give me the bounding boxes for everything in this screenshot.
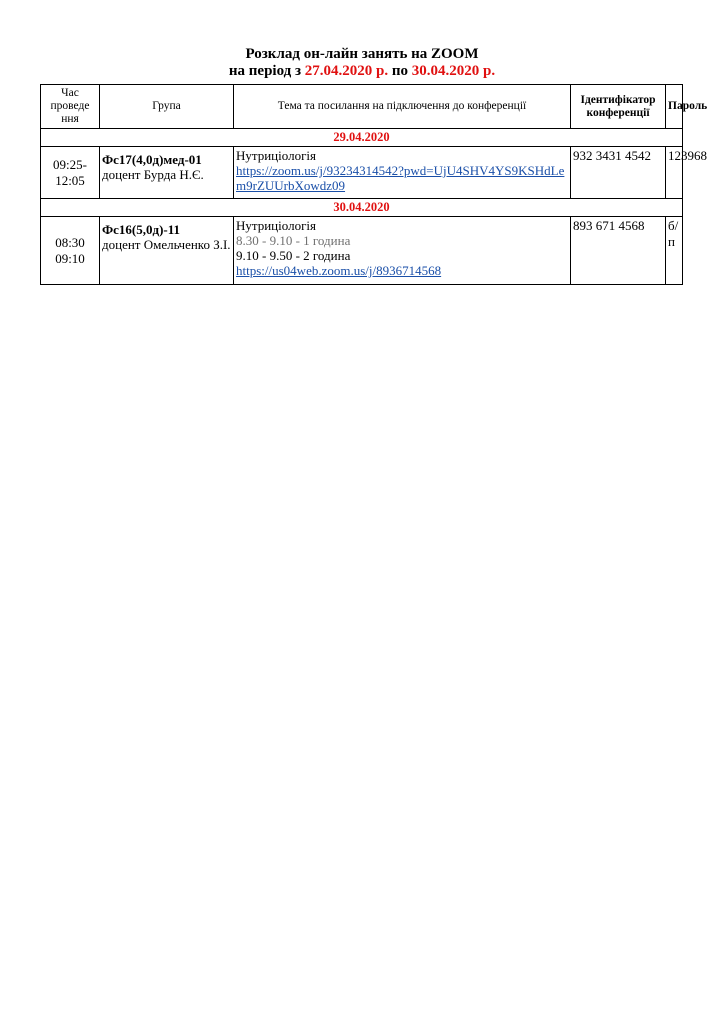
- title-period-prefix: на період з: [228, 63, 305, 79]
- date-row-1: [41, 129, 683, 147]
- title-line-2: [0, 63, 724, 80]
- date-from: 27.04.2020 р.: [304, 63, 389, 79]
- zoom-link[interactable]: https://zoom.us/j/93234314542?pwd=UjU4SHV4YS9KSHdLem9rZUUrbXowdz09: [236, 163, 565, 193]
- time-slot-1: 8.30 - 9.10 - 1 година: [236, 233, 351, 248]
- conference-password: б/п: [666, 217, 683, 285]
- conference-id: 893 671 4568: [571, 217, 666, 285]
- conference-password: 123968: [666, 147, 683, 199]
- table-row: [41, 217, 683, 285]
- header-password: Пароль: [666, 85, 683, 129]
- topic-cell: [234, 217, 571, 285]
- section-date: 30.04.2020: [41, 199, 683, 217]
- time-slot-2: 9.10 - 9.50 - 2 година: [236, 248, 351, 263]
- header-group: Група: [100, 85, 234, 129]
- zoom-link[interactable]: https://us04web.zoom.us/j/8936714568: [236, 263, 442, 278]
- date-row-2: [41, 199, 683, 217]
- conference-id: 932 3431 4542: [571, 147, 666, 199]
- subject-name: Нутриціологія: [236, 148, 316, 163]
- topic-cell: [234, 147, 571, 199]
- title-line-1: Розклад он-лайн занять на ZOOM: [245, 46, 479, 62]
- title-period-middle: по: [388, 63, 412, 79]
- header-topic: Тема та посилання на підключення до конференції: [234, 85, 571, 129]
- group-code: Фс17(4,0д)мед-01: [102, 152, 202, 167]
- section-date: 29.04.2020: [41, 129, 683, 147]
- group-cell: [100, 217, 234, 285]
- lesson-time: 09:25- 12:05: [41, 147, 100, 199]
- subject-name: Нутриціологія: [236, 218, 316, 233]
- header-row: [41, 85, 683, 129]
- date-to: 30.04.2020 р.: [411, 63, 496, 79]
- header-time: Час проведе ння: [41, 85, 100, 129]
- lesson-time: 08:30 09:10: [41, 217, 100, 285]
- group-cell: [100, 147, 234, 199]
- schedule-table: [40, 84, 708, 285]
- table-row: [41, 147, 683, 199]
- header-conf-id: Ідентифікатор конференції: [571, 85, 666, 129]
- group-code: Фс16(5,0д)-11: [102, 222, 181, 237]
- teacher-name: доцент Бурда Н.Є.: [102, 167, 204, 182]
- teacher-name: доцент Омельченко З.І.: [102, 237, 231, 252]
- document-title: [0, 46, 724, 80]
